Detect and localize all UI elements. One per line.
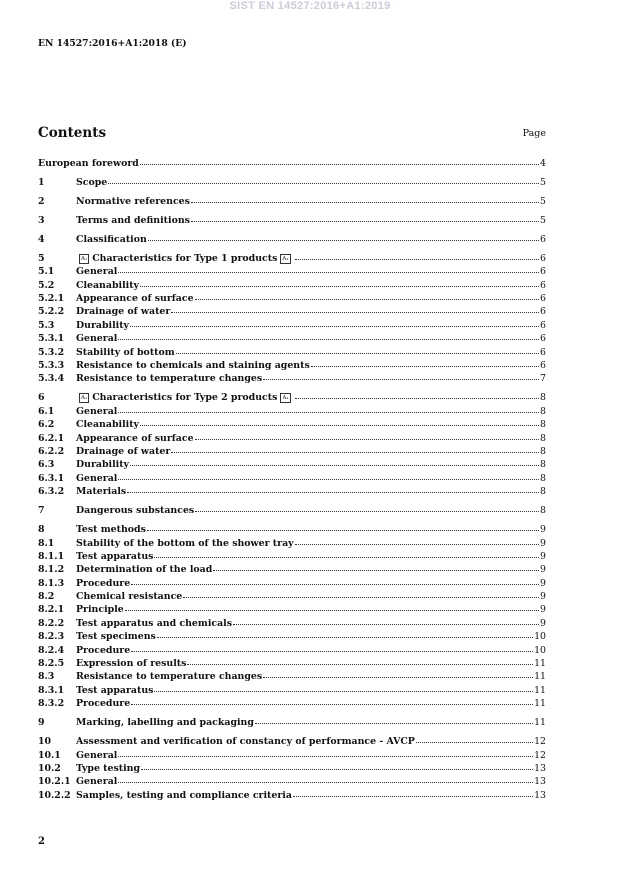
amendment-end-icon: A₁ — [282, 395, 289, 402]
toc-entry-page: 6 — [540, 306, 546, 318]
toc-entry[interactable] — [38, 789, 546, 802]
toc-entry[interactable] — [38, 775, 546, 788]
toc-entry-number: 8.3.1 — [38, 684, 65, 696]
toc-entry-number: 8.3.2 — [38, 698, 65, 710]
toc-entry-number: 1 — [38, 176, 45, 188]
toc-entry-number: 6.2.1 — [38, 432, 65, 444]
toc-entry-number: 4 — [38, 233, 45, 245]
toc-entry-title: General — [76, 333, 118, 345]
toc-entry-number: 6.2.2 — [38, 445, 65, 457]
toc-entry-page: 10 — [534, 631, 546, 643]
toc-entry-title: Test apparatus and chemicals — [76, 617, 232, 629]
dot-leader — [148, 232, 539, 241]
toc-entry[interactable] — [38, 458, 546, 471]
page-column-label: Page — [522, 128, 546, 139]
toc-entry-title: Scope — [76, 176, 108, 188]
toc-entry-page: 9 — [540, 591, 546, 603]
toc-entry-number: 8.1.1 — [38, 550, 65, 562]
dot-leader — [195, 431, 539, 440]
toc-entry-number: 8.2.3 — [38, 631, 65, 643]
dot-leader — [130, 318, 539, 327]
toc-entry-title-text: Characteristics for Type 1 products — [92, 252, 278, 264]
toc-entry-title: Test methods — [76, 524, 146, 536]
toc-entry-title: Procedure — [76, 698, 131, 710]
toc-entry-title: Drainage of water — [76, 445, 171, 457]
toc-entry-page: 6 — [540, 252, 546, 264]
toc-entry-title: Durability — [76, 319, 129, 331]
toc-entry-page: 5 — [540, 195, 546, 207]
toc-entry-title: Stability of bottom — [76, 346, 175, 358]
toc-entry-page: 8 — [540, 432, 546, 444]
toc-entry-number: 5.2.1 — [38, 293, 65, 305]
toc-entry-number: 3 — [38, 214, 45, 226]
toc-entry[interactable] — [38, 644, 546, 657]
dot-leader — [147, 522, 539, 531]
toc-entry-page: 6 — [540, 360, 546, 372]
toc-entry-number: 5.3.2 — [38, 346, 65, 358]
toc-entry-title: Resistance to temperature changes — [76, 373, 263, 385]
toc-entry-page: 6 — [540, 293, 546, 305]
toc-entry-number: 6.1 — [38, 405, 55, 417]
toc-entry-page: 4 — [540, 158, 546, 169]
dot-leader — [191, 213, 539, 222]
toc-entry-title: Test apparatus — [76, 550, 154, 562]
toc-entry-number: 10.1 — [38, 749, 61, 761]
toc-entry-number: 5.3.3 — [38, 360, 65, 372]
toc-entry[interactable] — [38, 332, 546, 345]
toc-entry-number: 8 — [38, 524, 45, 536]
toc-entry[interactable] — [38, 445, 546, 458]
toc-entry-title: Expression of results — [76, 658, 187, 670]
toc-entry[interactable] — [38, 617, 546, 630]
toc-entry-page: 8 — [540, 405, 546, 417]
toc-entry-page: 5 — [540, 214, 546, 226]
toc-entry-page: 9 — [540, 524, 546, 536]
toc-entry-page: 13 — [534, 776, 546, 788]
toc-entry-title: General — [76, 749, 118, 761]
toc-entry-number: 8.1 — [38, 537, 55, 549]
toc-entry-number: 5.3.1 — [38, 333, 65, 345]
toc-entry[interactable] — [38, 195, 546, 208]
dot-leader — [295, 390, 539, 399]
toc-entry-number: 8.2.2 — [38, 617, 65, 629]
dot-leader — [416, 734, 533, 743]
toc-entry-title: General — [76, 776, 118, 788]
dot-leader — [195, 291, 539, 300]
contents-title: Contents — [38, 125, 107, 141]
toc-entry-page: 6 — [540, 319, 546, 331]
toc-entry-page: 9 — [540, 577, 546, 589]
toc-entry-number: 5 — [38, 252, 45, 264]
dot-leader — [263, 371, 539, 380]
toc-entry-page: 6 — [540, 333, 546, 345]
toc-entry-page: 13 — [534, 789, 546, 801]
dot-leader — [118, 404, 539, 413]
toc-entry-page: 6 — [540, 233, 546, 245]
dot-leader — [118, 471, 539, 480]
toc-entry-title: Dangerous substances — [76, 505, 195, 517]
toc-entry-page: 8 — [540, 505, 546, 517]
dot-leader — [108, 175, 539, 184]
toc-entry[interactable] — [38, 432, 546, 445]
toc-entry-title: Drainage of water — [76, 306, 171, 318]
dot-leader — [131, 696, 533, 705]
dot-leader — [255, 715, 533, 724]
toc-entry-number: 9 — [38, 717, 45, 729]
toc-entry[interactable] — [38, 391, 546, 404]
toc-entry-title: Test specimens — [76, 631, 156, 643]
toc-entry-number: 8.2.4 — [38, 644, 65, 656]
dot-leader — [293, 788, 533, 797]
toc-entry-page: 9 — [540, 604, 546, 616]
toc-entry-title: Marking, labelling and packaging — [76, 717, 254, 729]
toc-entry-title: Materials — [76, 486, 127, 498]
dot-leader — [233, 616, 539, 625]
toc-entry[interactable] — [38, 749, 546, 762]
toc-entry[interactable] — [38, 504, 546, 517]
footer-page-number: 2 — [38, 836, 45, 847]
toc-entry-number: 7 — [38, 505, 45, 517]
toc-entry[interactable] — [38, 176, 546, 189]
dot-leader — [140, 278, 539, 287]
toc-entry[interactable] — [38, 603, 546, 616]
toc-entry-number: 5.3.4 — [38, 373, 65, 385]
amendment-end-icon: A₁ — [282, 255, 289, 262]
toc-entry-page: 11 — [534, 671, 546, 683]
document-header: EN 14527:2016+A1:2018 (E) — [38, 38, 187, 49]
toc-entry[interactable] — [38, 523, 546, 536]
dot-leader — [125, 602, 539, 611]
toc-entry-title: Resistance to chemicals and staining agents — [76, 360, 310, 372]
dot-leader — [311, 358, 539, 367]
dot-leader — [130, 457, 539, 466]
toc-entry[interactable] — [38, 233, 546, 246]
toc-entry-number: 6.3.2 — [38, 486, 65, 498]
toc-entry-page: 13 — [534, 762, 546, 774]
toc-entry[interactable] — [38, 657, 546, 670]
toc-entry-page: 9 — [540, 550, 546, 562]
toc-entry[interactable] — [38, 359, 546, 372]
toc-entry[interactable] — [38, 670, 546, 683]
toc-entry[interactable] — [38, 716, 546, 729]
toc-entry-page: 11 — [534, 717, 546, 729]
toc-entry[interactable] — [38, 590, 546, 603]
toc-entry-title: Type testing — [76, 762, 141, 774]
toc-entry[interactable] — [38, 252, 546, 265]
toc-entry-title: Cleanability — [76, 279, 139, 291]
dot-leader — [118, 774, 533, 783]
toc-entry-title: Durability — [76, 459, 129, 471]
toc-entry-title: Terms and definitions — [76, 214, 190, 226]
dot-leader — [171, 304, 539, 313]
toc-entry-page: 10 — [534, 644, 546, 656]
toc-entry[interactable] — [38, 550, 546, 563]
toc-entry-title — [76, 253, 294, 264]
toc-entry[interactable] — [38, 697, 546, 710]
toc-entry-page: 11 — [534, 684, 546, 696]
dot-leader — [263, 669, 533, 678]
toc-entry-title: General — [76, 405, 118, 417]
toc-entry-title: Stability of the bottom of the shower tray — [76, 537, 294, 549]
amendment-start-icon: A₁ — [81, 255, 88, 262]
toc-entry-page: 6 — [540, 266, 546, 278]
toc-entry-title: Appearance of surface — [76, 432, 194, 444]
toc-entry-page: 8 — [540, 392, 546, 404]
table-of-contents — [38, 157, 546, 802]
toc-entry-title: Principle — [76, 604, 124, 616]
toc-entry-page: 6 — [540, 346, 546, 358]
toc-entry-page: 12 — [534, 749, 546, 761]
toc-entry-page: 9 — [540, 537, 546, 549]
toc-entry-number: 8.2.1 — [38, 604, 65, 616]
dot-leader — [187, 656, 533, 665]
toc-entry-number: 8.3 — [38, 671, 55, 683]
dot-leader — [295, 536, 539, 545]
toc-entry-title-text: Characteristics for Type 2 products — [92, 392, 278, 404]
dot-leader — [131, 576, 539, 585]
toc-entry-number: 8.2.5 — [38, 658, 65, 670]
toc-entry[interactable] — [38, 265, 546, 278]
toc-entry-page: 8 — [540, 486, 546, 498]
toc-entry[interactable] — [38, 319, 546, 332]
toc-entry-number: 5.2 — [38, 279, 55, 291]
toc-entry-number: 8.1.2 — [38, 564, 65, 576]
dot-leader — [127, 484, 539, 493]
toc-entry-page: 8 — [540, 459, 546, 471]
toc-entry-title: Procedure — [76, 577, 131, 589]
toc-entry[interactable] — [38, 485, 546, 498]
dot-leader — [195, 503, 539, 512]
toc-entry-page: 8 — [540, 472, 546, 484]
dot-leader — [213, 562, 539, 571]
dot-leader — [157, 629, 533, 638]
toc-entry-number: 5.1 — [38, 266, 55, 278]
toc-entry[interactable] — [38, 537, 546, 550]
toc-entry-page: 5 — [540, 176, 546, 188]
toc-entry-title: Normative references — [76, 195, 190, 207]
toc-entry[interactable] — [38, 346, 546, 359]
dot-leader — [183, 589, 539, 598]
toc-entry-page: 11 — [534, 698, 546, 710]
toc-entry-title: Test apparatus — [76, 684, 154, 696]
toc-entry-page: 6 — [540, 279, 546, 291]
toc-entry[interactable] — [38, 762, 546, 775]
toc-entry-number: 5.3 — [38, 319, 55, 331]
dot-leader — [141, 761, 533, 770]
dot-leader — [131, 643, 533, 652]
toc-entry-title: Assessment and verification of constancy of performance - AVCP — [76, 736, 415, 748]
dot-leader — [118, 748, 533, 757]
dot-leader — [295, 251, 539, 260]
toc-entry[interactable] — [38, 472, 546, 485]
toc-entry-number: 2 — [38, 195, 45, 207]
amendment-start-icon: A₁ — [81, 395, 88, 402]
toc-entry-title: Procedure — [76, 644, 131, 656]
dot-leader — [118, 331, 539, 340]
toc-entry-title: European foreword — [38, 158, 139, 169]
dot-leader — [191, 194, 539, 203]
toc-entry[interactable] — [38, 214, 546, 227]
toc-entry[interactable] — [38, 157, 546, 170]
toc-entry[interactable] — [38, 630, 546, 643]
toc-entry-title: Resistance to temperature changes — [76, 671, 263, 683]
toc-entry-title: Chemical resistance — [76, 591, 183, 603]
toc-entry-title: Classification — [76, 233, 147, 245]
toc-entry-title — [76, 392, 294, 403]
toc-entry-title: Appearance of surface — [76, 293, 194, 305]
toc-entry-title: General — [76, 266, 118, 278]
toc-entry[interactable] — [38, 684, 546, 697]
toc-entry-title: Determination of the load — [76, 564, 213, 576]
toc-entry-page: 9 — [540, 617, 546, 629]
dot-leader — [171, 444, 539, 453]
toc-entry-number: 5.2.2 — [38, 306, 65, 318]
toc-entry-number: 10.2.2 — [38, 789, 71, 801]
toc-entry-title: General — [76, 472, 118, 484]
toc-entry-number: 10.2.1 — [38, 776, 71, 788]
toc-entry[interactable] — [38, 563, 546, 576]
toc-entry-number: 6.3 — [38, 459, 55, 471]
toc-entry-number: 6.2 — [38, 419, 55, 431]
toc-entry-number: 6.3.1 — [38, 472, 65, 484]
toc-entry[interactable] — [38, 279, 546, 292]
toc-entry-number: 6 — [38, 392, 45, 404]
watermark: SIST EN 14527:2016+A1:2019 — [229, 0, 391, 12]
toc-entry-page: 12 — [534, 736, 546, 748]
toc-entry-number: 10.2 — [38, 762, 61, 774]
toc-entry[interactable] — [38, 372, 546, 385]
toc-entry[interactable] — [38, 292, 546, 305]
toc-entry-page: 8 — [540, 445, 546, 457]
toc-entry-number: 10 — [38, 736, 52, 748]
toc-entry[interactable] — [38, 418, 546, 431]
toc-entry-number: 8.2 — [38, 591, 55, 603]
toc-entry[interactable] — [38, 305, 546, 318]
dot-leader — [176, 345, 539, 354]
dot-leader — [140, 156, 539, 165]
toc-entry-page: 9 — [540, 564, 546, 576]
toc-entry[interactable] — [38, 735, 546, 748]
dot-leader — [154, 549, 539, 558]
toc-entry-page: 11 — [534, 658, 546, 670]
dot-leader — [140, 417, 539, 426]
toc-entry-page: 8 — [540, 419, 546, 431]
toc-entry-number: 8.1.3 — [38, 577, 65, 589]
dot-leader — [118, 264, 539, 273]
toc-entry[interactable] — [38, 405, 546, 418]
toc-entry-title: Samples, testing and compliance criteria — [76, 789, 292, 801]
toc-entry-title: Cleanability — [76, 419, 139, 431]
toc-entry[interactable] — [38, 577, 546, 590]
dot-leader — [154, 683, 533, 692]
toc-entry-page: 7 — [540, 373, 546, 385]
